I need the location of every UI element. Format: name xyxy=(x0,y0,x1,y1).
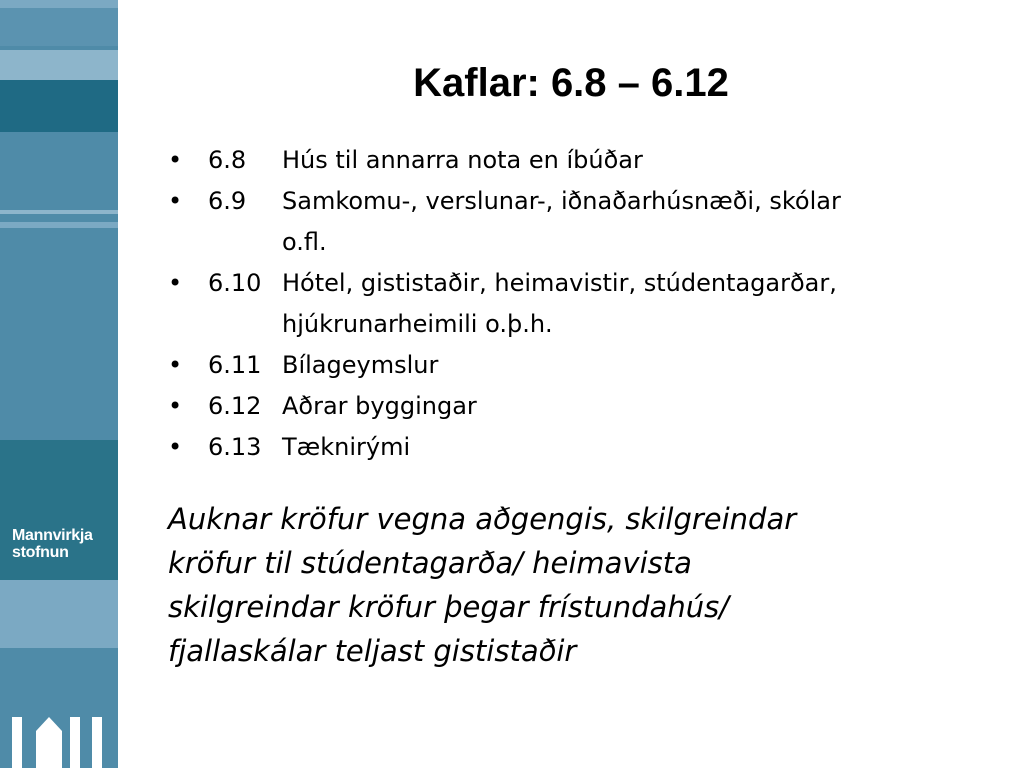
sidebar-stripe xyxy=(0,580,118,648)
organization-logo-text xyxy=(12,527,112,561)
chapter-number: 6.11 xyxy=(208,351,262,379)
sidebar xyxy=(0,0,118,768)
slide-title: Kaflar: 6.8 – 6.12 xyxy=(413,61,729,105)
sidebar-stripe xyxy=(0,228,118,440)
chapter-title: Tæknirými xyxy=(282,433,411,461)
sidebar-stripe xyxy=(0,50,118,80)
bullet-icon: • xyxy=(168,433,183,461)
bullet-icon: • xyxy=(168,146,183,174)
chapter-number: 6.9 xyxy=(208,187,247,215)
list-item xyxy=(168,345,948,386)
chapter-number: 6.10 xyxy=(208,269,262,297)
sidebar-stripe xyxy=(0,132,118,210)
note-line: Auknar kröfur vegna aðgengis, skilgreindar xyxy=(168,502,797,536)
chapter-title: Hús til annarra nota en íbúðar xyxy=(282,146,643,174)
bullet-icon: • xyxy=(168,351,183,379)
sidebar-stripe xyxy=(0,210,118,214)
chapter-title: Hótel, gististaðir, heimavistir, stúdentagarðar, hjúkrunarheimili o.þ.h. xyxy=(282,269,837,338)
note-line: skilgreindar kröfur þegar frístundahús/ xyxy=(168,590,729,624)
bullet-icon: • xyxy=(168,392,183,420)
building-logo-icon xyxy=(12,713,106,768)
logo-line-1: Mannvirkja xyxy=(12,527,93,544)
list-item xyxy=(168,386,948,427)
italic-note xyxy=(168,497,968,673)
chapter-number: 6.8 xyxy=(208,146,247,174)
list-item xyxy=(168,263,948,345)
chapter-number: 6.13 xyxy=(208,433,262,461)
list-item xyxy=(168,181,948,263)
bullet-icon: • xyxy=(168,187,183,215)
sidebar-stripe xyxy=(0,80,118,132)
logo-line-2: stofnun xyxy=(12,544,69,561)
chapter-title: Bílageymslur xyxy=(282,351,439,379)
bullet-icon: • xyxy=(168,269,183,297)
sidebar-stripe xyxy=(0,0,118,8)
sidebar-stripe xyxy=(0,8,118,46)
list-item xyxy=(168,427,948,468)
chapter-number: 6.12 xyxy=(208,392,262,420)
chapter-title: Samkomu-, verslunar-, iðnaðarhúsnæði, skólar o.fl. xyxy=(282,187,841,256)
chapter-list xyxy=(168,140,948,468)
note-line: fjallaskálar teljast gististaðir xyxy=(168,634,577,668)
list-item xyxy=(168,140,948,181)
note-line: kröfur til stúdentagarða/ heimavista xyxy=(168,546,692,580)
chapter-title: Aðrar byggingar xyxy=(282,392,477,420)
